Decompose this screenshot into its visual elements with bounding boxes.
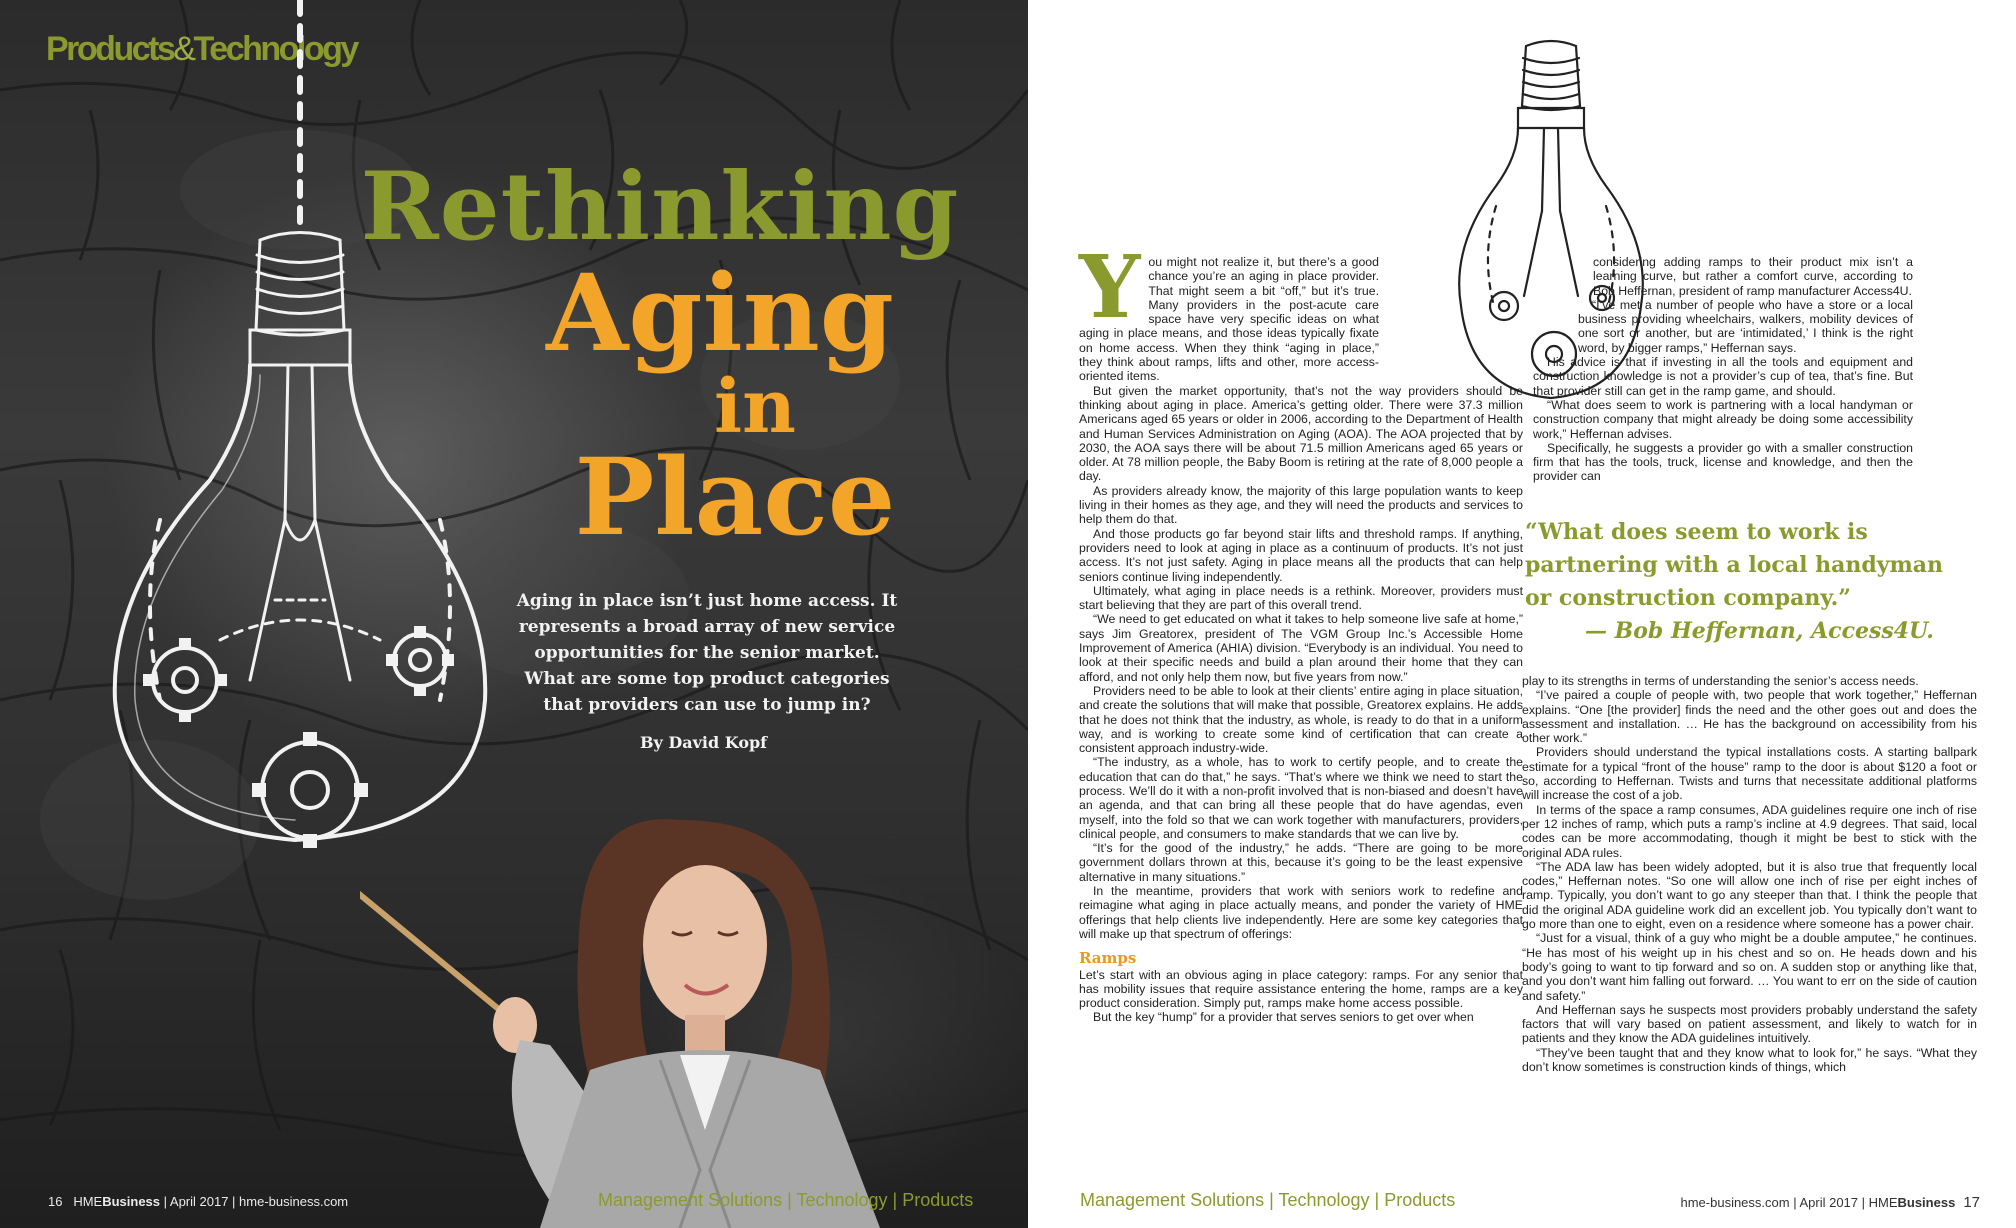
pull-quote: [1525, 516, 1965, 648]
pull-quote-text: “What does seem to work is partnering with a local handyman or construction company.”: [1525, 519, 1944, 611]
paragraph: “Just for a visual, think of a guy who might be a double amputee,” he continues. “He has most of his weight up in his chest and so on. He heads down and his body’s going to want to tip forward and so on. A sudden stop or anything like that, and you don’t want him falling out forward. … You want to err on the side of caution and safety.”: [1522, 931, 1977, 1003]
right-section-nav: Management Solutions | Technology | Products: [1080, 1190, 1456, 1210]
article-title: [330, 152, 990, 559]
left-brand-prefix: HME: [73, 1194, 103, 1209]
paragraph: Ultimately, what aging in place needs is a rethink. Moreover, providers must start believing that they are part of this overall trend.: [1079, 583, 1523, 613]
section-tag-amp: &: [173, 30, 194, 68]
title-line-rethinking: Rethinking: [360, 152, 960, 262]
right-page-number: 17: [1963, 1194, 1980, 1211]
title-line-place: Place: [574, 434, 896, 559]
paragraph: Providers should understand the typical installations costs. A starting ballpark estimate for a typical “front of the house” ramp to the door is about $120 a foot or so, according to Heffernan. Twists and turns that necessitate additional platforms will increase the cost of a job.: [1522, 745, 1977, 803]
paragraph: His advice is that if investing in all the tools and equipment and construction knowledge is not a provider’s cup of tea, that’s fine. But that provider still can get in the ramp game, and should.: [1533, 355, 1913, 398]
left-brand: Business: [102, 1194, 161, 1209]
paragraph: In terms of the space a ramp consumes, ADA guidelines require one inch of rise per 12 inches of ramp, which puts a ramp’s incline at 4.9 degrees. That said, local codes can be more accommodating, though it might be best to stick with the original ADA rules.: [1522, 802, 1977, 860]
byline: By David Kopf: [640, 733, 768, 752]
paragraph: As providers already know, the majority of this large population wants to keep living in their homes as they age, and they will need the products and services to help them do that.: [1079, 483, 1523, 527]
paragraph: “What does seem to work is partnering with a local handyman or construction company that might already be doing some accessibility work,” Heffernan advises.: [1533, 397, 1913, 441]
paragraph: “It’s for the good of the industry,” he adds. “There are going to be more government dollars thrown at this, because it’s going to be the least expensive alternative in many situations.”: [1079, 841, 1523, 884]
paragraph: But the key “hump” for a provider that serves seniors to get over when: [1093, 1010, 1474, 1025]
paragraph: ou might not realize it, but there’s a good chance you’re an aging in place provider. That might seem a bit “off,” but it’s true. Many providers in the post-acute care space have very specific ideas on what aging in place means, and those ideas typically fixate on home access. When they think “aging in place,” they think about ramps, lifts and other, more access-oriented items.: [1079, 255, 1379, 384]
paragraph: “They’ve been taught that and they know what to look for,” he says. “What they don’t know sometimes is construction kinds of things, which: [1522, 1045, 1977, 1075]
paragraph: Providers need to be able to look at their clients’ entire aging in place situation, and create the solutions that will make that possible, Greatorex explains. He adds that he does not think that the industry, as whole, is ready to do that in a uniform way, and is working to create some kind of certification that can create a consistent approach industry-wide.: [1079, 683, 1523, 756]
woman-with-paintbrush-photo: [360, 770, 880, 1228]
paragraph: “I’ve paired a couple of people with, two people that work together,” Heffernan explains. “One [the provider] finds the need and the other goes out and does the assessment and installation. … He has the background on accessibility from his other work.”: [1522, 688, 1977, 746]
section-tag-products: Products: [46, 30, 174, 68]
paragraph: And those products go far beyond stair lifts and threshold ramps. If anything, providers need to look at aging in place as a continuum of products. It’s not just access. It’s not just safety. Aging in place means all the products that can help seniors continue living independently.: [1079, 526, 1523, 584]
paragraph: “I’ve met a number of people who have a store or a local business providing wheelchairs, walkers, mobility devices of one sort or another, but are ‘intimidated,’ I think is the right word, by bigger ramps,” Heffernan says.: [1578, 297, 1913, 355]
article-column-1: [1079, 237, 1523, 1025]
paragraph: In the meantime, providers that work with seniors work to redefine and reimagine what aging in place actually means, and ponder the variety of HME offerings that help clients live independently. Here are some key categories that will make up that spectrum of offerings:: [1079, 884, 1523, 941]
paragraph: But given the market opportunity, that’s not the way providers should be thinking about aging in place. America’s getting older. There were 37.3 million Americans aged 65 years or older in 2006, according to the Department of Health and Human Services Administration on Aging (AOA). The AOA projected that by 2030, the AOA says there will be about 71.5 million Americans aged 65 years or older. At 78 million people, the Baby Boom is retiring at the rate of 8,000 people a day.: [1079, 383, 1523, 484]
left-page-number: 16: [48, 1194, 63, 1209]
article-column-2-top: [1533, 255, 1913, 484]
section-tag-technology: Technology: [193, 30, 357, 68]
paragraph: considering adding ramps to their product mix isn’t a learning curve, but rather a comfort curve, according to Bob Heffernan, president of ramp manufacturer Access4U.: [1593, 255, 1913, 298]
paragraph: “The ADA law has been widely adopted, but it is also true that frequently local codes,” Heffernan notes. “So one will allow one inch of rise per eight inches of ramp. Typically, you don’t want to go any steeper than that. I think the people that did the original ADA guideline work did an excellent job. You typically don’t want to go more than one to eight, even on a residence where someone has a power chair.: [1522, 859, 1977, 932]
left-folio: [48, 1194, 348, 1209]
right-page: [1028, 0, 2016, 1228]
pull-quote-attribution: — Bob Heffernan, Access4U.: [1585, 618, 1934, 644]
left-section-nav: Management Solutions | Technology | Products: [598, 1190, 974, 1210]
paragraph: And Heffernan says he suspects most providers probably understand the safety factors that will vary based on patient assessment, and likely to watch for in patients and they know the ADA guidelines intuitively.: [1522, 1002, 1977, 1046]
title-line-aging: Aging: [546, 250, 894, 375]
left-folio-rest: | April 2017 | hme-business.com: [160, 1194, 349, 1209]
right-brand-prefix: HME: [1868, 1195, 1898, 1210]
right-brand: Business: [1897, 1195, 1956, 1210]
article-column-2-bottom: [1522, 674, 1977, 1074]
article-deck: Aging in place isn’t just home access. It represents a broad array of new service opportunities for the senior market. What are some top product categories that providers can use to jump in?: [516, 591, 898, 715]
paragraph: “The industry, as a whole, has to work to certify people, and to create the education that can do that,” he says. “That’s where we think we need to start the process. We’ll do it with a non-profit involved that is non-biased and doesn’t have an agenda, and that can bring all these people that do have agendas, even myself, into the fold so that we can work together with manufacturers, providers, clinical people, and consumers to make standards that we can live by.: [1079, 755, 1523, 841]
right-folio: [1680, 1194, 1980, 1211]
paragraph: Specifically, he suggests a provider go with a smaller construction firm that has the tools, truck, license and knowledge, and then the provider can: [1533, 440, 1913, 484]
right-folio-rest: hme-business.com | April 2017 |: [1680, 1195, 1869, 1210]
subhead-ramps: Ramps: [1079, 949, 1137, 968]
title-line-in: in: [714, 364, 796, 450]
paragraph: “We need to get educated on what it takes to help someone live safe at home,” says Jim Greatorex, president of The VGM Group Inc.’s Accessible Home Improvement of America (AHIA) division. “Everybody is an individual. You need to look at their specific needs and build a plan around their home that they can afford, and not only help them now, but five years from now.”: [1079, 612, 1523, 684]
paragraph: Let’s start with an obvious aging in place category: ramps. For any senior that has mobility issues that require assistance entering the home, ramps are a key product consideration. Simply put, ramps make home access possible.: [1079, 967, 1523, 1011]
drop-cap: Y: [1079, 237, 1141, 338]
paragraph: play to its strengths in terms of understanding the senior’s access needs.: [1522, 674, 1919, 688]
